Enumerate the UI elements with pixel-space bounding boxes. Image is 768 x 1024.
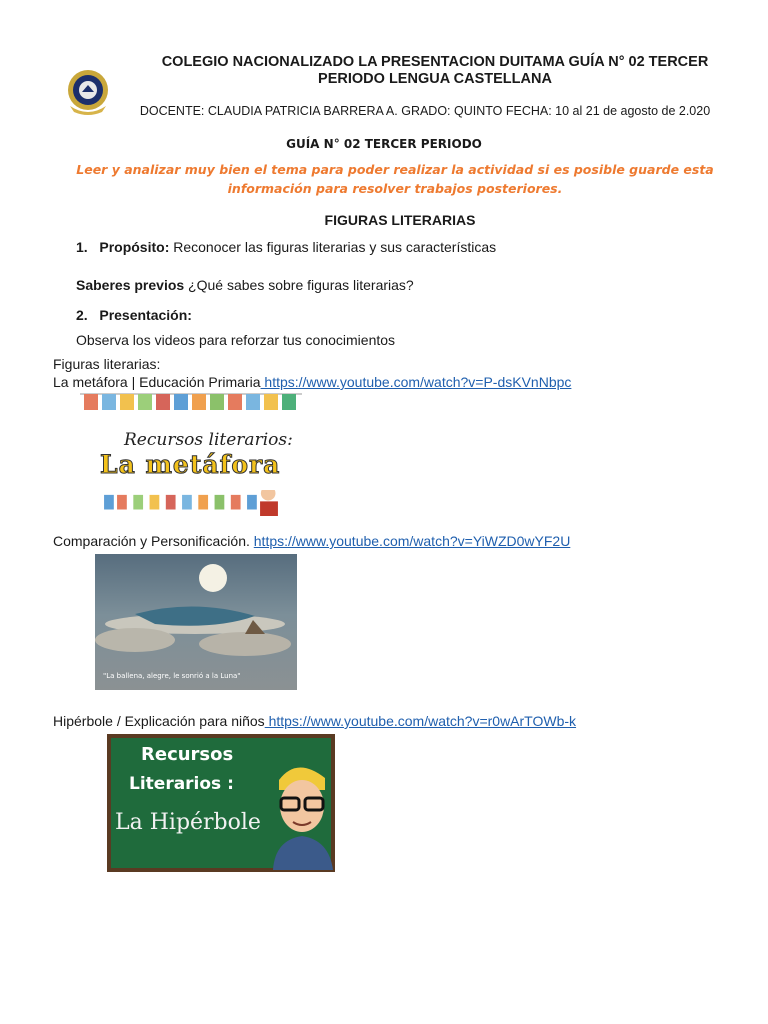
video-title: Comparación y Personificación.: [53, 533, 250, 549]
section-title: FIGURAS LITERARIAS: [324, 212, 476, 228]
video-link[interactable]: https://www.youtube.com/watch?v=P-dsKVnNbpc: [260, 374, 572, 390]
teacher-avatar-icon: [267, 760, 335, 870]
thumbnail-text: Literarios :: [129, 774, 234, 794]
guia-title: GUÍA N° 02 TERCER PERIODO: [286, 137, 482, 151]
school-crest-icon: [62, 66, 114, 118]
video-link[interactable]: https://www.youtube.com/watch?v=r0wArTOWb-k: [264, 713, 577, 729]
figuras-label: Figuras literarias:: [53, 356, 161, 372]
metafora-thumbnail[interactable]: [80, 390, 302, 522]
presentacion-text: Observa los videos para reforzar tus conocimientos: [76, 332, 396, 348]
intro-instruction: Leer y analizar muy bien el tema para poder realizar la actividad si es posible guarde esta información para resolver trabajos posteriores.: [76, 162, 714, 196]
presentacion-line: [76, 306, 192, 324]
presentacion-number: 2.: [76, 307, 88, 323]
video-item: [53, 712, 576, 730]
video-item: [53, 532, 570, 550]
docente-line: DOCENTE: CLAUDIA PATRICIA BARRERA A. GRADO: QUINTO FECHA: 10 al 21 de agosto de 2.020: [139, 104, 711, 118]
proposito-line: [76, 238, 496, 256]
thumbnail-text: Recursos literarios:: [124, 430, 293, 450]
video-item: [53, 373, 571, 391]
thumbnail-text: La Hipérbole: [115, 810, 261, 835]
hiperbole-thumbnail[interactable]: [107, 734, 335, 872]
video-title: Hipérbole / Explicación para niños: [53, 713, 265, 729]
document-title: COLEGIO NACIONALIZADO LA PRESENTACION DUITAMA GUÍA N° 02 TERCER PERIODO LENGUA CASTELLANA: [161, 54, 709, 87]
proposito-label: Propósito:: [99, 239, 170, 255]
saberes-label: Saberes previos: [76, 277, 185, 293]
video-link[interactable]: https://www.youtube.com/watch?v=YiWZD0wYF2U: [253, 533, 571, 549]
presentacion-label: Presentación:: [99, 307, 192, 323]
thumbnail-text: Recursos: [141, 744, 234, 765]
video-title: La metáfora | Educación Primaria: [53, 374, 261, 390]
proposito-text: Reconocer las figuras literarias y sus características: [169, 239, 497, 255]
thumbnail-caption: "La ballena, alegre, le sonrió a la Luna": [103, 672, 241, 680]
proposito-number: 1.: [76, 239, 88, 255]
thumbnail-text: La metáfora: [100, 450, 281, 479]
saberes-text: ¿Qué sabes sobre figuras literarias?: [184, 277, 414, 293]
saberes-line: [76, 276, 414, 294]
ballena-thumbnail[interactable]: [95, 554, 297, 690]
